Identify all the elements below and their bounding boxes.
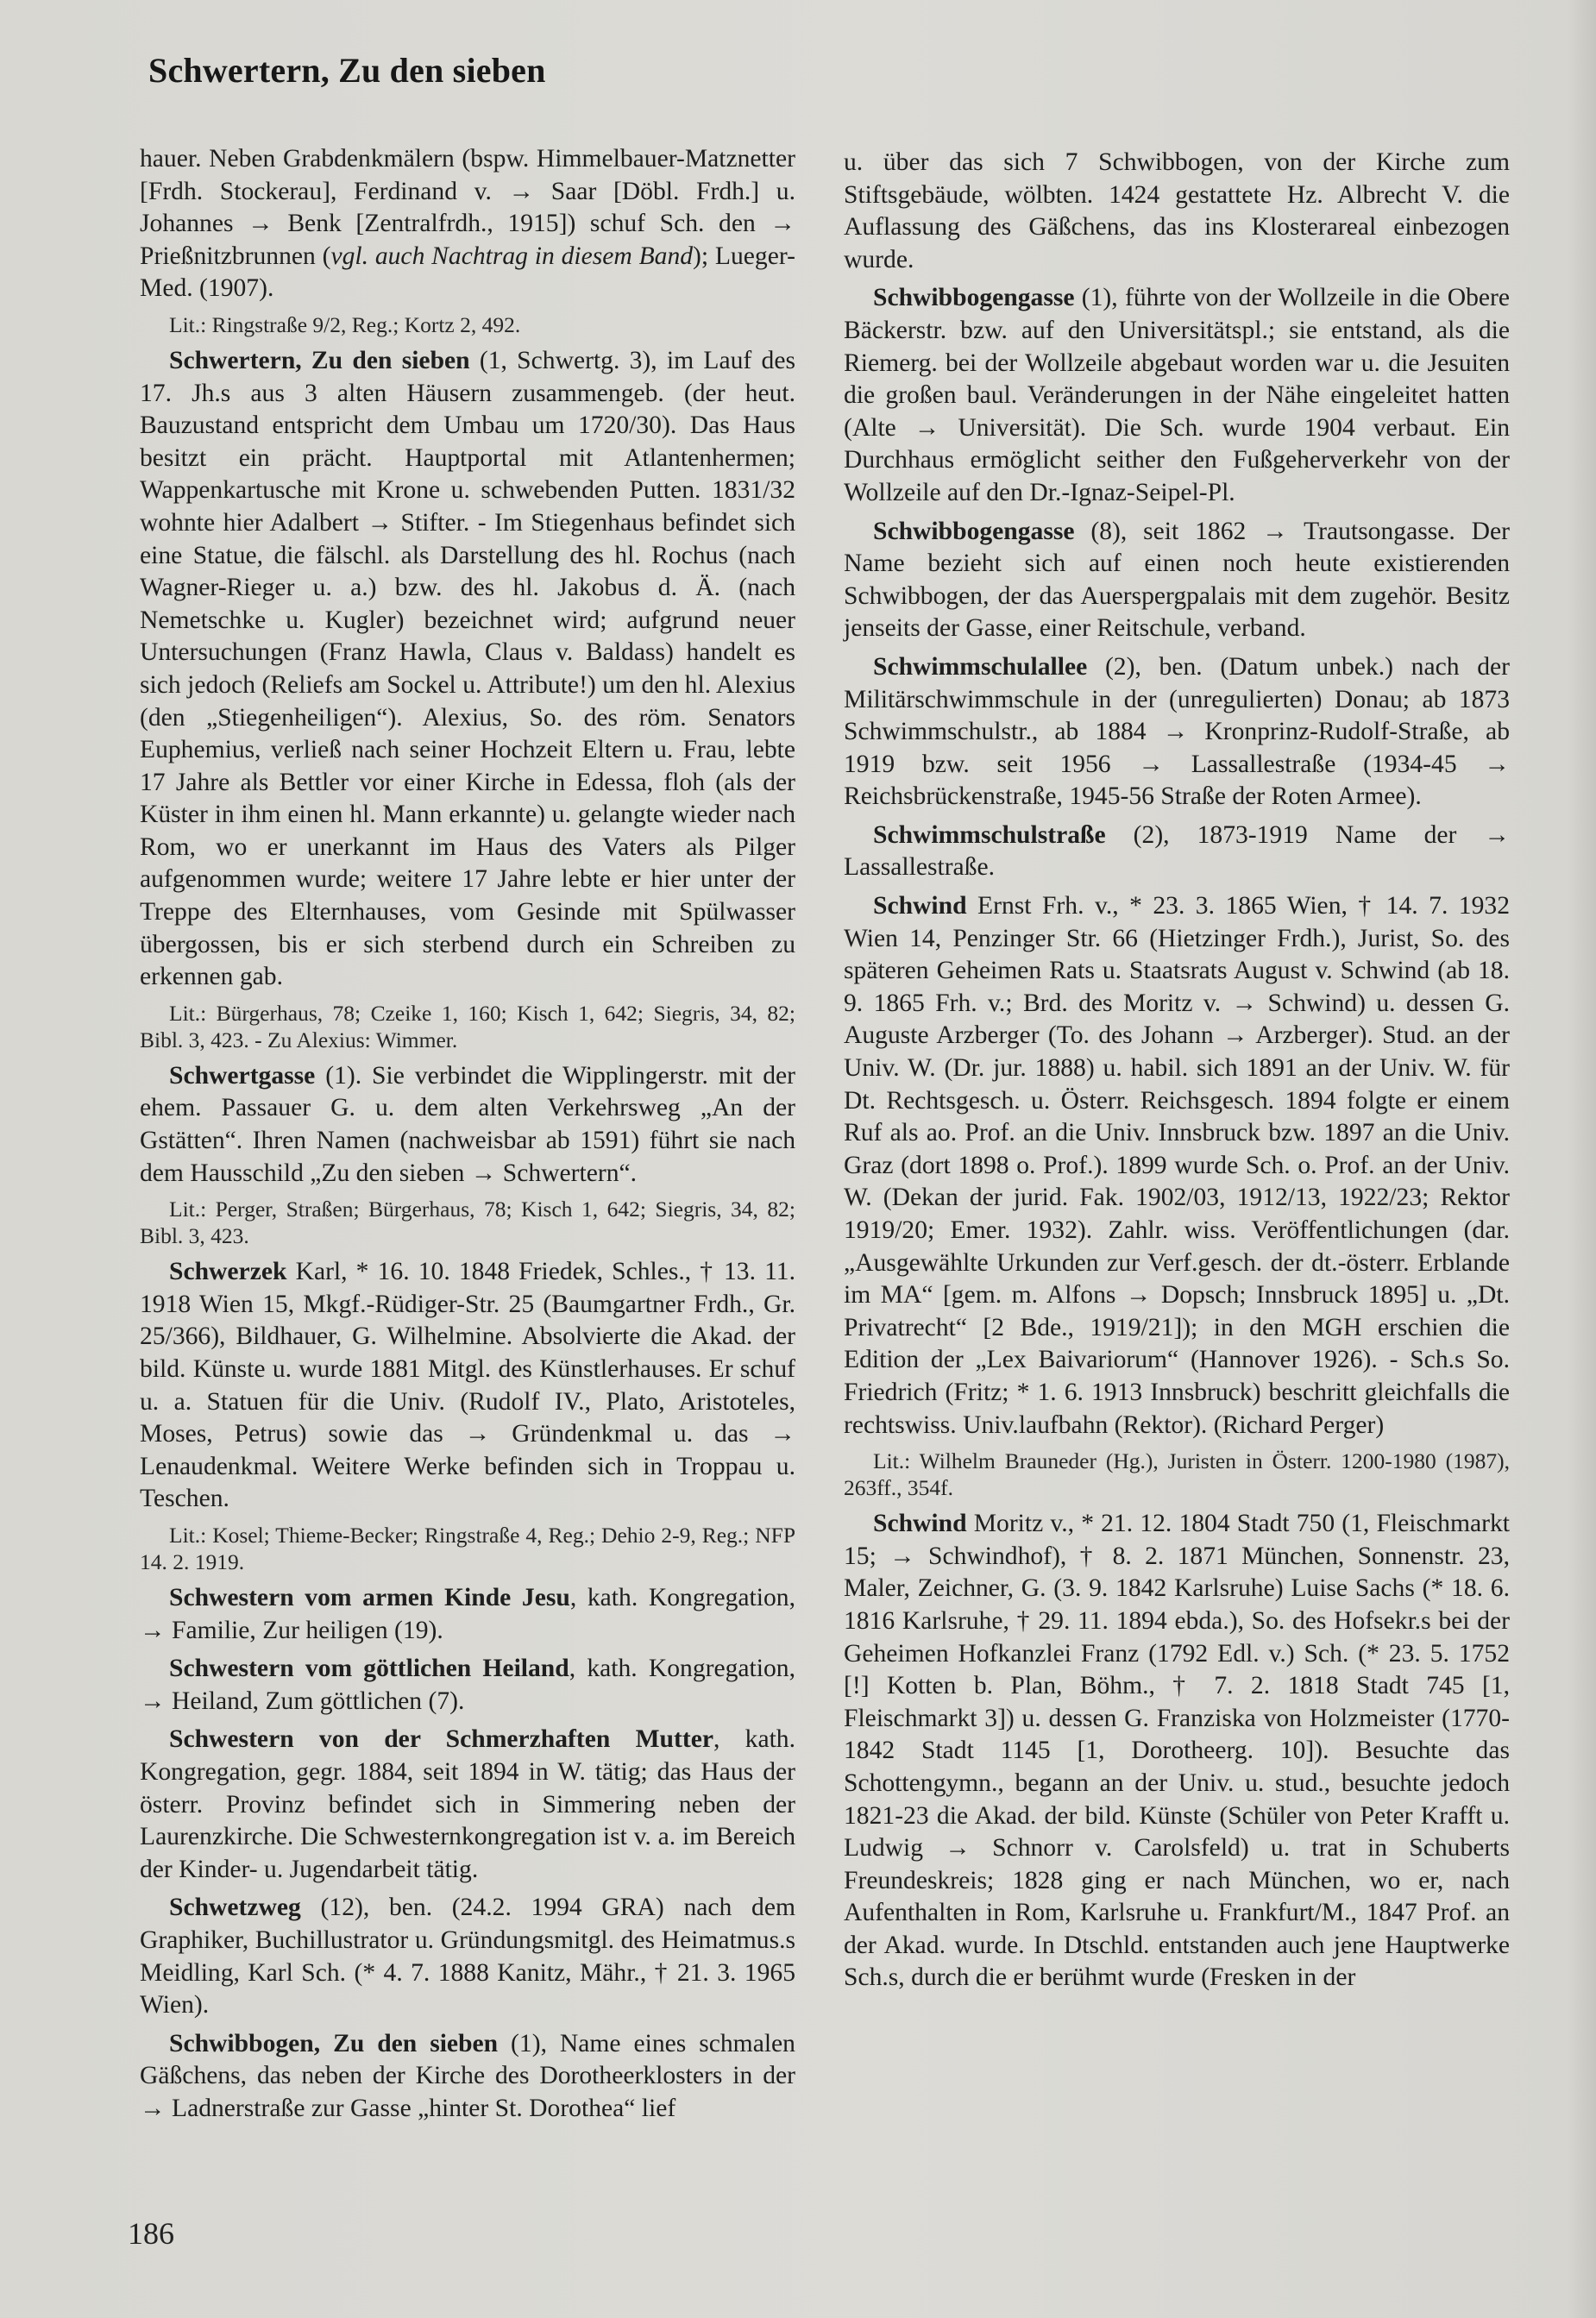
lexicon-entry: Schwimmschulallee (2), ben. (Datum unbek.) nach der Militärschwimmschule in der (unregulierten) Donau; ab 1873 Schwimmschulstr., ab 1884 → Kronprinz-Rudolf-Straße, ab 1919 bzw. seit 1956 → Lassallestraße (1934-45 → Reichsbrückenstraße, 1945-56 Straße der Roten Armee). — [844, 652, 1510, 811]
literature-note: Lit.: Ringstraße 9/2, Reg.; Kortz 2, 492. — [169, 311, 521, 337]
left-column — [140, 143, 795, 2131]
lexicon-entry: Schwind Moritz v., * 21. 12. 1804 Stadt 750 (1, Fleischmarkt 15; → Schwindhof), † 8. 2. 1871 München, Sonnenstr. 23, Maler, Zeichner, G. (3. 9. 1842 Karlsruhe) Luise Sachs (* 18. 6. 1816 Karlsruhe, † 29. 11. 1894 ebda.), So. des Hofsekr.s bei der Geheimen Hofkanzlei Franz (1792 Edl. v.) Sch. (* 23. 5. 1752 [!] Kotten b. Plan, Böhm., † 7. 2. 1818 Stadt 745 [1, Fleischmarkt 3]) u. dessen G. Franziska von Holzmeister (1770-1842 Stadt 1145 [1, Dorotheerg. 10]). Besuchte das Schottengymn., begann an der Univ. u. stud., besuchte jedoch 1821-23 die Akad. der bild. Künste (Schüler von Peter Krafft u. Ludwig → Schnorr v. Carolsfeld) u. trat in Schuberts Freundeskreis; 1828 ging er nach München, wo er, nach Aufenthalten in Rom, Karlsruhe u. Frankfurt/M., 1847 Prof. an der Akad. wurde. In Dtschld. entstanden auch jene Hauptwerke Sch.s, durch die er berühmt wurde (Fresken in der — [844, 1510, 1510, 1992]
lexicon-entry: Schwind Ernst Frh. v., * 23. 3. 1865 Wien, † 14. 7. 1932 Wien 14, Penzinger Str. 66 (Hietzinger Frdh.), Jurist, So. des späteren Geheimen Rats u. Staatsrats August v. Schwind (ab 18. 9. 1865 Frh. v.; Brd. des Moritz v. → Schwind) u. dessen G. Auguste Arzberger (To. des Johann → Arzberger). Stud. an der Univ. W. (Dr. jur. 1888) u. habil. sich 1891 an der Univ. W. für Dt. Rechtsgesch. u. Österr. Reichsgesch. 1894 folgte er einem Ruf als ao. Prof. an die Univ. Innsbruck bzw. 1897 an die Univ. Graz (dort 1898 o. Prof.). 1899 wurde Sch. o. Prof. an der Univ. W. (Dekan der jurid. Fak. 1902/03, 1912/13, 1922/23; Rektor 1919/20; Emer. 1932). Zahlr. wiss. Veröffentlichungen (dar. „Ausgewählte Urkunden zur Verf.gesch. der dt.-österr. Erblande im MA“ [gem. m. Alfons → Dopsch; Innsbruck 1895] u. „Dt. Privatrecht“ [2 Bde., 1919/21]); in den MGH erschien die Edition der „Lex Baivariorum“ (Hannover 1926). - Sch.s So. Friedrich (Fritz; * 1. 6. 1913 Innsbruck) beschritt gleichfalls die rechtswiss. Univ.laufbahn (Rektor). (Richard Perger) — [844, 892, 1510, 1439]
entry-lemma: Schwestern vom göttlichen Heiland — [169, 1655, 569, 1683]
entry-lemma: Schwind — [873, 892, 967, 920]
lexicon-entry: Schwertgasse (1). Sie verbindet die Wipplingerstr. mit der ehem. Passauer G. u. dem alten Verkehrsweg „An der Gstätten“. Ihren Namen (nachweisbar ab 1591) führt sie nach dem Hausschild „Zu den sieben → Schwertern“. — [140, 1061, 795, 1187]
entry-continuation: u. über das sich 7 Schwibbogen, von der Kirche zum Stiftsgebäude, wölbten. 1424 gestattete Hz. Albrecht V. die Auflassung des Gäßchens, das ins Klosterareal einbezogen wurde. — [844, 148, 1510, 273]
lexicon-entry: Schwetzweg (12), ben. (24.2. 1994 GRA) nach dem Graphiker, Buchillustrator u. Gründungsmitgl. des Heimatmus.s Meidling, Karl Sch. (* 4. 7. 1888 Kanitz, Mähr., † 21. 3. 1965 Wien). — [140, 1894, 795, 2020]
entry-lemma: Schwestern vom armen Kinde Jesu — [169, 1583, 570, 1611]
entry-lemma: Schwibbogengasse — [873, 517, 1075, 545]
page-edge-shadow — [1567, 0, 1596, 2318]
literature-note: Lit.: Kosel; Thieme-Becker; Ringstraße 4, Reg.; Dehio 2-9, Reg.; NFP 14. 2. 1919. — [140, 1522, 795, 1574]
entry-lemma: Schwimmschulstraße — [873, 820, 1106, 849]
entry-lemma: Schwertgasse — [169, 1061, 316, 1090]
running-title: Schwertern, Zu den sieben — [148, 51, 546, 90]
right-column — [844, 147, 1510, 2001]
entry-lemma: Schwibbogen, Zu den sieben — [169, 2029, 499, 2057]
lexicon-entry: Schwibbogen, Zu den sieben (1), Name eines schmalen Gäßchens, das neben der Kirche des Dorotheerklosters in der → Ladnerstraße zur Gasse „hinter St. Dorothea“ lief — [140, 2029, 795, 2122]
entry-lemma: Schwertern, Zu den sieben — [169, 346, 470, 374]
lexicon-entry: Schwertern, Zu den sieben (1, Schwertg. 3), im Lauf des 17. Jh.s aus 3 alten Häusern zusammengeb. (der heut. Bauzustand entspricht dem Umbau um 1720/30). Das Haus besitzt ein prächt. Hauptportal mit Atlantenhermen; Wappenkartusche mit Krone u. schwebenden Putten. 1831/32 wohnte hier Adalbert → Stifter. - Im Stiegenhaus befindet sich eine Statue, die fälschl. als Darstellung des hl. Rochus (nach Wagner-Rieger u. a.) bzw. des hl. Jakobus d. Ä. (nach Nemetschke u. Kugler) bezeichnet wird; aufgrund neuer Untersuchungen (Franz Hawla, Claus v. Baldass) handelt es sich jedoch (Reliefs am Sockel u. Attribute!) um den hl. Alexius (den „Stiegenheiligen“). Alexius, So. des röm. Senators Euphemius, verließ nach seiner Hochzeit Eltern u. Frau, lebte 17 Jahre als Bettler vor einer Kirche in Edessa, floh (als der Küster in ihm einen hl. Mann erkannte) u. gelangte wieder nach Rom, wo er unerkannt im Haus des Vaters als Pilger aufgenommen wurde; weitere 17 Jahre lebte er hier unter der Treppe des Elternhauses, vom Gesinde mit Spülwasser übergossen, bis er sich sterbend durch ein Schreiben zu erkennen gab. — [140, 346, 795, 991]
lexicon-entry: Schwerzek Karl, * 16. 10. 1848 Friedek, Schles., † 13. 11. 1918 Wien 15, Mkgf.-Rüdiger-Str. 25 (Baumgartner Frdh., Gr. 25/366), Bildhauer, G. Wilhelmine. Absolvierte die Akad. der bild. Künste u. wurde 1881 Mitgl. des Künstlerhauses. Er schuf u. a. Statuen für die Univ. (Rudolf IV., Plato, Aristoteles, Moses, Petrus) sowie das → Gründenkmal u. das → Lenaudenkmal. Weitere Werke befinden sich in Troppau u. Teschen. — [140, 1258, 795, 1513]
literature-note: Lit.: Bürgerhaus, 78; Czeike 1, 160; Kisch 1, 642; Siegris, 34, 82; Bibl. 3, 423. - Zu Alexius: Wimmer. — [140, 1000, 795, 1052]
entry-lemma: Schwimmschulallee — [873, 652, 1088, 681]
lexicon-entry: Schwestern vom göttlichen Heiland, kath. Kongregation, → Heiland, Zum göttlichen (7). — [140, 1655, 795, 1715]
entry-lemma: Schwestern von der Schmerzhaften Mutter — [169, 1725, 713, 1754]
lexicon-entry: Schwimmschulstraße (2), 1873-1919 Name der → Lassallestraße. — [844, 820, 1510, 882]
entry-lemma: Schwetzweg — [169, 1894, 301, 1922]
entry-lemma: Schwind — [873, 1510, 967, 1538]
lexicon-entry: Schwibbogengasse (1), führte von der Wollzeile in die Obere Bäckerstr. bzw. auf den Universitätspl.; sie entstand, als die Riemerg. bei der Wollzeile abgebaut worden war u. die Jesuiten die großen baul. Veränderungen in der Nähe eingeleitet hatten (Alte → Universität). Die Sch. wurde 1904 verbaut. Ein Durchhaus ermöglicht seither den Fußgeherverkehr von der Wollzeile auf den Dr.-Ignaz-Seipel-Pl. — [844, 284, 1510, 506]
lexicon-entry: Schwestern vom armen Kinde Jesu, kath. Kongregation, → Familie, Zur heiligen (19). — [140, 1583, 795, 1644]
entry-lemma: Schwerzek — [169, 1258, 287, 1286]
page-number: 186 — [128, 2216, 174, 2251]
lexicon-entry: Schwestern von der Schmerzhaften Mutter, kath. Kongregation, gegr. 1884, seit 1894 in W. tätig; das Haus der österr. Provinz befindet sich in Simmering neben der Laurenzkirche. Die Schwesternkongregation ist v. a. im Bereich der Kinder- u. Jugendarbeit tätig. — [140, 1725, 795, 1883]
literature-note: Lit.: Perger, Straßen; Bürgerhaus, 78; Kisch 1, 642; Siegris, 34, 82; Bibl. 3, 423. — [140, 1197, 795, 1249]
entry-lemma: Schwibbogengasse — [873, 284, 1075, 312]
literature-note: Lit.: Wilhelm Brauneder (Hg.), Juristen in Österr. 1200-1980 (1987), 263ff., 354f. — [844, 1448, 1510, 1501]
entry-continuation: hauer. Neben Grabdenkmälern (bspw. Himmelbauer-Matznetter [Frdh. Stockerau], Ferdinand v. → Saar [Döbl. Frdh.] u. Johannes → Benk [Zentralfrdh., 1915]) schuf Sch. den → Prießnitzbrunnen (vgl. auch Nachtrag in diesem Band); Lueger-Med. (1907). — [140, 145, 795, 303]
lexicon-entry: Schwibbogengasse (8), seit 1862 → Trautsongasse. Der Name bezieht sich auf einen noch heute existierenden Schwibbogen, der das Auerspergpalais mit dem zugehör. Besitz jenseits der Gasse, einer Reitschule, verband. — [844, 517, 1510, 643]
